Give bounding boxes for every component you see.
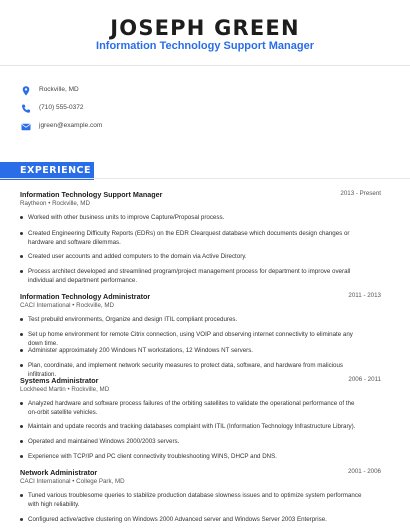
bullet-text: Operated and maintained Windows 2000/2003 servers. [28, 438, 180, 445]
bullet-text: Created Engineering Difficulty Reports (EDRs) on the EDR Clearquest database which documents design changes or hardware and software dilemmas. [28, 230, 350, 246]
bullet-icon [20, 364, 23, 367]
job-dates: 2013 - Present [340, 190, 381, 197]
bullet-text: Plan, coordinate, and implement network security measures to protect data, software, and hardware from malicious infiltration. [28, 362, 344, 378]
bullet-icon [20, 333, 23, 336]
job-company: Lockheed Martin • Rockville, MD [20, 386, 110, 393]
bullet-icon [20, 318, 23, 321]
candidate-title: Information Technology Support Manager [96, 40, 314, 52]
bullet-text: Worked with other business units to improve Capture/Proposal process. [28, 214, 225, 221]
bullet-text: Maintain and update records and tracking databases complaint with ITIL (Information Technology Infrastructure Library). [28, 423, 356, 430]
location-pin-icon [20, 84, 32, 96]
bullet-icon [20, 518, 23, 521]
bullet-icon [20, 440, 23, 443]
contact-email-text[interactable]: jgreen@example.com [39, 122, 103, 129]
contact-location-text: Rockville, MD [39, 86, 79, 93]
bullet-text: Process architect developed and streamlined program/project management process for department to improve overall individual and department performance. [28, 268, 351, 284]
job-title: Information Technology Support Manager [20, 190, 163, 199]
email-icon [20, 120, 32, 132]
bullet-text: Configured active/active clustering on Windows 2000 Advanced server and Windows Server 2003 Enterprise. [28, 516, 327, 523]
candidate-name: JOSEPH GREEN [110, 16, 300, 40]
bullet-icon [20, 455, 23, 458]
bullet-icon [20, 216, 23, 219]
bullet-text: Set up home environment for remote Citrix connection, using VOIP and observing internet connectivity to eliminate any down time. [28, 331, 353, 347]
job-dates: 2006 - 2011 [348, 376, 381, 383]
job-company: CACI International • College Park, MD [20, 478, 125, 485]
bullet-icon [20, 425, 23, 428]
job-title: Information Technology Administrator [20, 292, 151, 301]
job-dates: 2011 - 2013 [348, 292, 381, 299]
job-title: Network Administrator [20, 468, 98, 477]
bullet-icon [20, 232, 23, 235]
experience-divider [0, 178, 410, 179]
bullet-text: Administer approximately 200 Windows NT workstations, 12 Windows NT servers. [28, 347, 254, 354]
bullet-icon [20, 255, 23, 258]
header-divider [0, 65, 410, 66]
contact-phone-text: (710) 555-0372 [39, 104, 84, 111]
phone-icon [20, 102, 32, 114]
job-title: Systems Administrator [20, 376, 99, 385]
bullet-icon [20, 349, 23, 352]
bullet-text: Analyzed hardware and software process failures of the orbiting satellites to validate the operational performance of the on-orbit satellite vehicles. [28, 400, 355, 416]
job-company: CACI International • Rockville, MD [20, 302, 114, 309]
bullet-icon [20, 494, 23, 497]
job-dates: 2001 - 2006 [347, 468, 381, 475]
experience-heading: EXPERIENCE [0, 162, 94, 180]
bullet-text: Experience with TCP/IP and PC client connectivity troubleshooting WINS, DHCP and DNS. [28, 453, 277, 460]
bullet-text: Tuned various troublesome queries to stabilize production database slowness issues and to optimize system performance with high reliability. [28, 492, 362, 508]
bullet-text: Created user accounts and added computers to the domain via Active Directory. [28, 253, 247, 260]
job-company: Raytheon • Rockville, MD [20, 200, 90, 207]
bullet-text: Test prebuild environments, Organize and design ITIL compliant procedures. [28, 316, 238, 323]
bullet-icon [20, 402, 23, 405]
bullet-icon [20, 270, 23, 273]
